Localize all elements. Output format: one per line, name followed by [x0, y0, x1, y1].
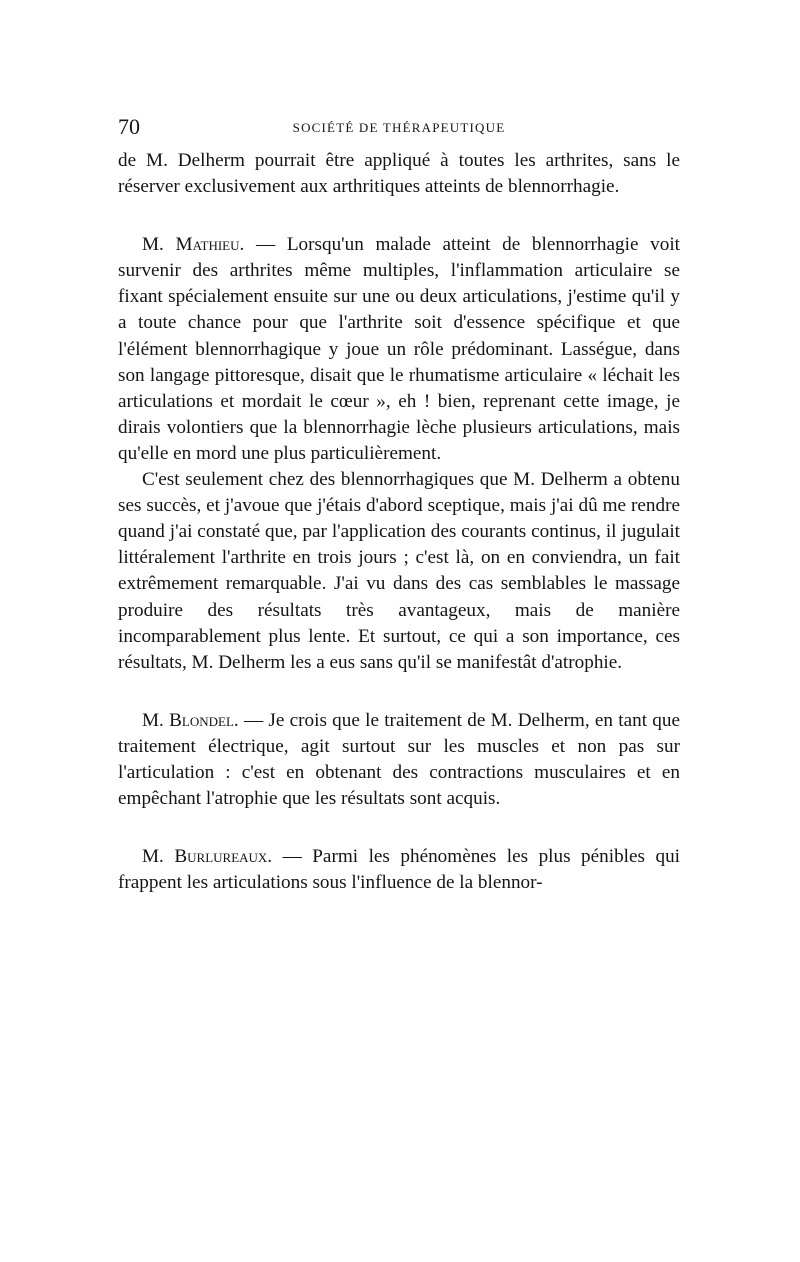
paragraph: [118, 232, 680, 467]
speaker-name: M. Burlureaux.: [142, 846, 273, 868]
speaker-name: M. Mathieu.: [142, 234, 245, 256]
paragraph: [118, 708, 680, 812]
paragraph-text: — Parmi les phénomènes les plus pénibles qui frappent les articulations sous l'influence de la blennor-: [118, 846, 680, 894]
paragraph: [118, 148, 680, 200]
speaker-name: M. Blondel.: [142, 709, 239, 731]
paragraph-text: C'est seulement chez des blennorrhagiques que M. Delherm a obtenu ses succès, et j'avoue que j'étais d'abord sceptique, mais j'ai dû me rendre quand j'ai constaté que, par l'application des courants continus, il jugulait littéralement l'arthrite en trois jours ; c'est là, on en conviendra, un fait extrêmement remarquable. J'ai vu dans des cas semblables le massage produire des résultats très avantageux, mais de manière incomparablement plus lente. Et surtout, ce qui a son importance, ces résultats, M. Delherm les a eus sans qu'il se manifestât d'atrophie.: [118, 469, 680, 673]
page-number: 70: [118, 114, 140, 139]
running-head: SOCIÉTÉ DE THÉRAPEUTIQUE: [292, 120, 506, 135]
paragraph: [118, 467, 680, 676]
paragraph: [118, 844, 680, 896]
paragraph-text: — Lorsqu'un malade atteint de blennorrhagie voit survenir des arthrites même multiples, l'inflammation articulaire se fixant spécialement ensuite sur une ou deux articulations, j'estime qu'il y a toute chance pour que l'arthrite soit d'essence spécifique et que l'élément blennorrhagique y joue un rôle prédominant. Lasségue, dans son langage pittoresque, disait que le rhumatisme articulaire « léchait les articulations et mordait le cœur », eh ! bien, reprenant cette image, je dirais volontiers que la blennorrhagie lèche plusieurs articulations, mais qu'elle en mord une plus particulièrement.: [118, 234, 680, 464]
paragraph-text: de M. Delherm pourrait être appliqué à toutes les arthrites, sans le réserver exclusivement aux arthritiques atteints de blennorrhagie.: [118, 150, 680, 198]
body-text: [118, 148, 680, 896]
page-header: [118, 112, 680, 142]
paragraph-text: — Je crois que le traitement de M. Delherm, en tant que traitement électrique, agit surtout sur les muscles et non pas sur l'articulation : c'est en obtenant des contractions musculaires et en empêchant l'atrophie que les résultats sont acquis.: [118, 709, 680, 810]
